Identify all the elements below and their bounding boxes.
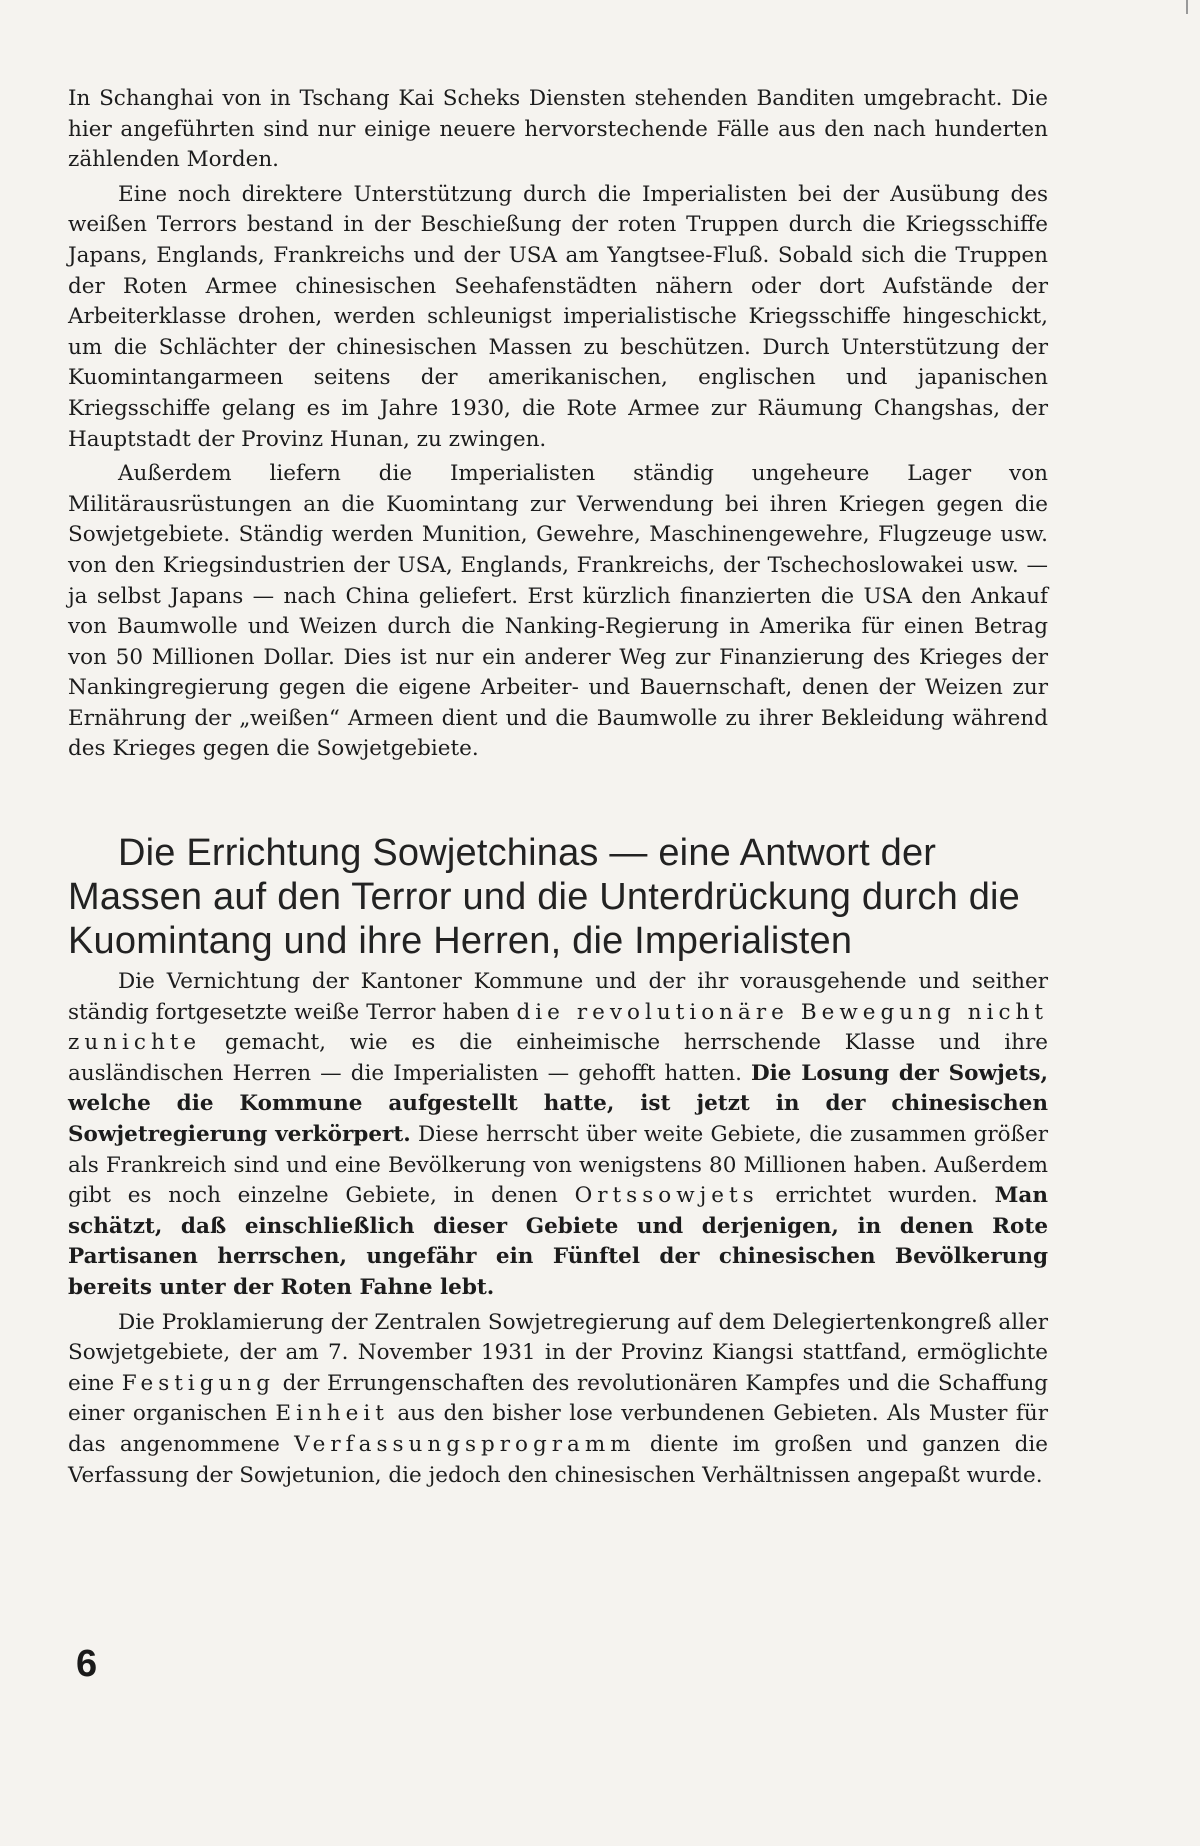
- p4-spaced-emphasis-2: Ortssowjets: [574, 1183, 759, 1209]
- paragraph-3: Außerdem liefern die Imperialisten ständig ungeheure Lager von Militärausrüstungen an die Kuomintang zur Verwendung bei ihren Kriegen gegen die Sowjetgebiete. Ständig werden Munition, Gewehre, Maschinengewehre, Flugzeuge usw. von den Kriegsindustrien der USA, Englands, Frankreichs, der Tschechoslowakei usw. — ja selbst Japans — nach China geliefert. Erst kürzlich finanzierten die USA den Ankauf von Baumwolle und Weizen durch die Nanking-Regierung in Amerika für einen Betrag von 50 Millionen Dollar. Dies ist nur ein anderer Weg zur Finanzierung des Krieges der Nankingregierung gegen die eigene Arbeiter- und Bauernschaft, denen der Weizen zur Ernährung der „weißen“ Armeen dient und die Baumwolle zu ihrer Bekleidung während des Krieges gegen die Sowjetgebiete.: [68, 461, 1048, 762]
- p5-text-b: der Errungenschaften des revolutionären Kampfes und die Schaffung einer organischen: [68, 1370, 1048, 1427]
- p4-text-a: Die Vernichtung der Kantoner Kommune und der ihr vorausgehende und seither ständig fortgesetzte weiße Terror haben: [68, 969, 1048, 1025]
- p5-text-d: diente im großen und ganzen die Verfassung der Sowjetunion, die jedoch den chinesischen Verhältnissen angepaßt wurde.: [68, 1431, 1049, 1488]
- p4-bold-emphasis-2: Man schätzt, daß einschließlich dieser Gebiete und derjenigen, in denen Rote Partisanen herrschen, ungefähr ein Fünftel der chinesischen Bevölkerung bereits unter der Roten Fahne lebt.: [68, 1183, 1048, 1300]
- p5-text-c: aus den bisher lose verbundenen Gebieten. Als Muster für das angenommene: [68, 1401, 1048, 1457]
- p4-bold-emphasis-1: Die Losung der Sowjets, welche die Kommune aufgestellt hatte, ist jetzt in der chinesischen Sowjetregierung verkörpert.: [68, 1060, 1048, 1148]
- p5-spaced-emphasis-2: Einheit: [275, 1401, 389, 1427]
- p4-text-d: errichtet wurden.: [758, 1183, 995, 1209]
- p5-text-a: Die Proklamierung der Zentralen Sowjetregierung auf dem Delegiertenkongreß aller Sowjetgebiete, der am 7. November 1931 in der Provinz Kiangsi stattfand, ermöglichte eine: [68, 1309, 1048, 1396]
- section-heading: Die Errichtung Sowjetchinas — eine Antwort der Massen auf den Terror und die Unterdrückung durch die Kuomintang und ihre Herren, die Imperialisten: [68, 832, 1021, 963]
- p5-spaced-emphasis-3: Verfassungsprogramm: [294, 1431, 636, 1457]
- p4-text-b: gemacht, wie es die einheimische herrschende Klasse und ihre ausländischen Herren — die Imperialisten — gehofft hatten.: [68, 1030, 1048, 1086]
- paragraph-1: In Schanghai von in Tschang Kai Scheks Diensten stehenden Banditen umgebracht. Die hier angeführten sind nur einige neuere hervorstechende Fälle aus den nach hunderten zählenden Morden.: [68, 86, 1048, 173]
- paragraph-4: [68, 967, 1048, 1304]
- body-text: [68, 84, 1048, 1491]
- section-gap: [68, 765, 1048, 831]
- p4-spaced-emphasis-1: die revolutionäre Bewegung nicht zunichte: [68, 999, 1048, 1056]
- paragraph-5: [68, 1308, 1048, 1492]
- scan-edge-mark: [1186, 0, 1188, 14]
- paragraph-2: Eine noch direktere Unterstützung durch die Imperialisten bei der Ausübung des weißen Terrors bestand in der Beschießung der roten Truppen durch die Kriegsschiffe Japans, Englands, Frankreichs und der USA am Yangtsee-Fluß. Sobald sich die Truppen der Roten Armee chinesischen Seehafenstädten nähern oder dort Aufstände der Arbeiterklasse drohen, werden schleunigst imperialistische Kriegsschiffe hingeschickt, um die Schlächter der chinesischen Massen zu beschützen. Durch Unterstützung der Kuomintangarmeen seitens der amerikanischen, englischen und japanischen Kriegsschiffe gelang es im Jahre 1930, die Rote Armee zur Räumung Changshas, der Hauptstadt der Provinz Hunan, zu zwingen.: [68, 181, 1048, 452]
- p4-text-c: Diese herrscht über weite Gebiete, die zusammen größer als Frankreich sind und eine Bevölkerung von wenigstens 80 Millionen haben. Außerdem gibt es noch einzelne Gebiete, in denen: [68, 1122, 1048, 1209]
- p5-spaced-emphasis-1: Festigung: [121, 1370, 276, 1396]
- page-number: 6: [76, 1643, 98, 1685]
